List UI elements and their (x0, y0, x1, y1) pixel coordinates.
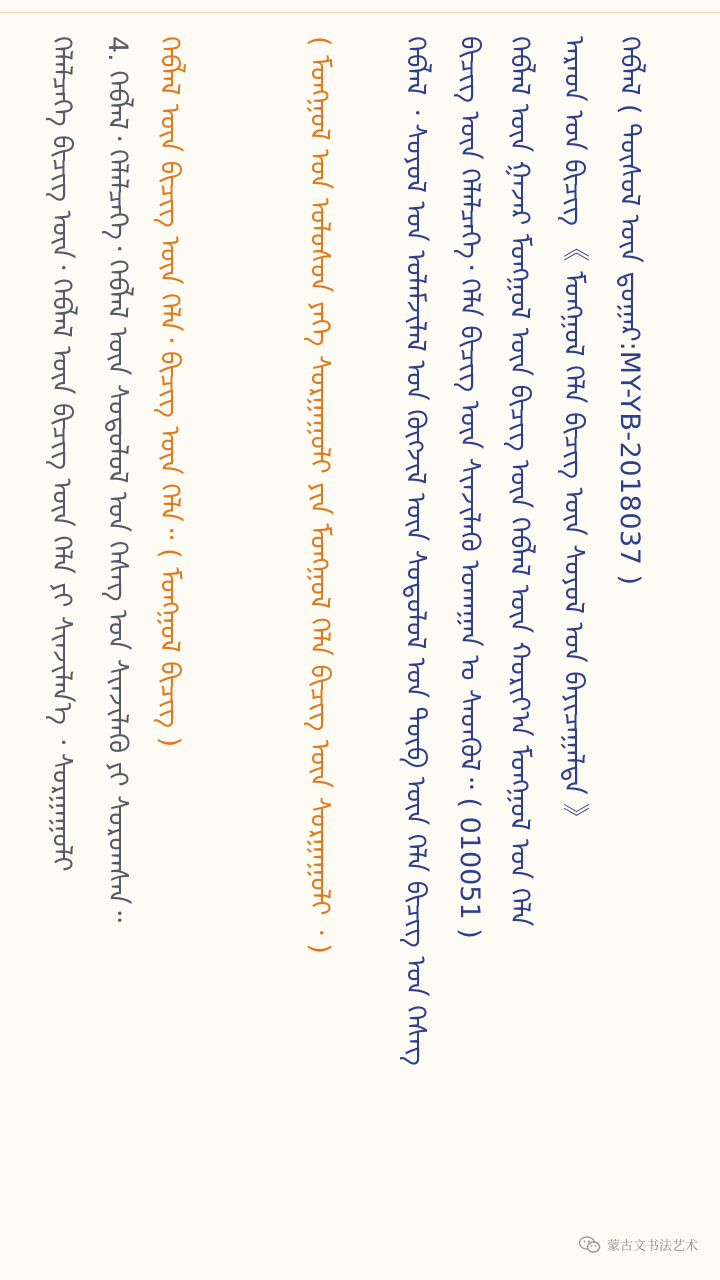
text-column-8: 4. ᠬᠡᠪᠯᠡᠯ᠂ ᠬᠡᠯᠡᠯᠴᠡᠭᠡ᠂ ᠬᠡᠪᠯᠡᠯ ᠦᠨ ᠰᠤᠳᠤᠯᠤᠯ ᠤᠨ ᠬᠡᠰᠡᠭ ᠤᠨ ᠰᠢᠨᠵᠢᠯᠡᠬᠦ ᠶᠢ ᠰᠤᠷᠤᠭᠰᠠᠨ᠃ (102, 36, 133, 923)
watermark-text: 蒙古文书法艺术 (606, 1239, 698, 1254)
text-column-1: ᠬᠡᠪᠯᠡᠯ ( ᠲᠦᠰᠦᠯ ᠦᠨ ᠳ᠋ᠤᠭᠠᠷ:MY-YB-2018037 ) (614, 36, 645, 585)
top-rule (0, 12, 720, 13)
text-column-5: ᠬᠡᠪᠯᠡᠯ ᠂ ᠰᠣᠶᠣᠯ ᠤᠨ ᠤᠯᠠᠮᠵᠢᠯᠠᠯ ᠤᠨ ᠬᠥᠭᠵᠢᠯ ᠦᠨ ᠰᠤᠳᠤᠯᠤᠯ ᠤᠨ ᠲᠥᠪ ᠦᠨ ᠬᠡᠯᠡ ᠪᠢᠴᠢᠭ ᠤᠨ ᠬᠡᠰᠡᠭ (400, 36, 431, 1066)
text-column-4: ᠪᠢᠴᠢᠭ ᠦᠨ ᠬᠡᠯᠡᠯᠴᠡᠭᠡ᠂ ᠬᠡᠯᠡ ᠪᠢᠴᠢᠭ ᠦᠨ ᠰᠢᠨᠵᠢᠯᠡᠬᠦ ᠤᠬᠠᠭᠠᠨ ᠤ ᠰᠡᠳᠭᠦᠯ᠃ ( 010051 ) (454, 36, 485, 939)
text-column-6: ( ᠮᠣᠩᠭᠤᠯ ᠤᠨ ᠤᠯᠤᠰᠤᠨ ᠶᠡᠬᠡ ᠰᠤᠷᠭᠠᠭᠤᠯᠢ ᠶᠢᠨ ᠮᠣᠩᠭᠤᠯ ᠬᠡᠯᠡ ᠪᠢᠴᠢᠭ ᠦᠨ ᠰᠤᠷᠭᠠᠭᠤᠯᠢ ᠂ ) (304, 36, 335, 954)
text-column-2: ᠠᠷᠠᠳ ᠤᠨ ᠪᠢᠴᠢᠭ 《 ᠮᠣᠩᠭᠤᠯ ᠬᠡᠯᠡ ᠪᠢᠴᠢᠭ ᠦᠨ ᠰᠣᠶᠣᠯ ᠤᠨ ᠪᠠᠶᠢᠴᠠᠭᠠᠯᠲᠠ 》 (558, 36, 589, 831)
text-column-7: ᠬᠡᠪᠯᠡᠯ ᠦᠨ ᠪᠢᠴᠢᠭ ᠦᠨ ᠬᠡᠯᠡ᠂ ᠪᠢᠴᠢᠭ ᠦᠨ ᠬᠡᠯᠡ᠃ ( ᠮᠣᠩᠭᠤᠯ ᠪᠢᠴᠢᠭ ) (154, 36, 185, 748)
watermark (579, 1235, 698, 1254)
text-column-9: ᠬᠡᠯᠡᠯᠴᠡᠭᠡ ᠪᠢᠴᠢᠭ ᠦᠨ᠂ ᠬᠡᠪᠯᠡᠯ ᠦᠨ ᠪᠢᠴᠢᠭ ᠦᠨ ᠬᠡᠯᠡ ᠶᠢ ᠰᠢᠨᠵᠢᠯᠡᠨ᠎ᠡ ᠂ ᠰᠤᠷᠭᠠᠭᠤᠯᠢ (46, 36, 77, 872)
wechat-icon (579, 1236, 601, 1254)
text-column-3: ᠬᠡᠪᠯᠡᠯ ᠦᠨ ᠭᠠᠵᠠᠷ ᠮᠣᠩᠭᠤᠯ ᠦᠨ ᠪᠢᠴᠢᠭ ᠦᠨ ᠬᠡᠪᠯᠡᠯ ᠦᠨ ᠬᠣᠷᠢᠶ᠎ᠠ ᠮᠣᠩᠭᠤᠯ ᠤᠨ ᠬᠡᠯᠡ (504, 36, 535, 927)
